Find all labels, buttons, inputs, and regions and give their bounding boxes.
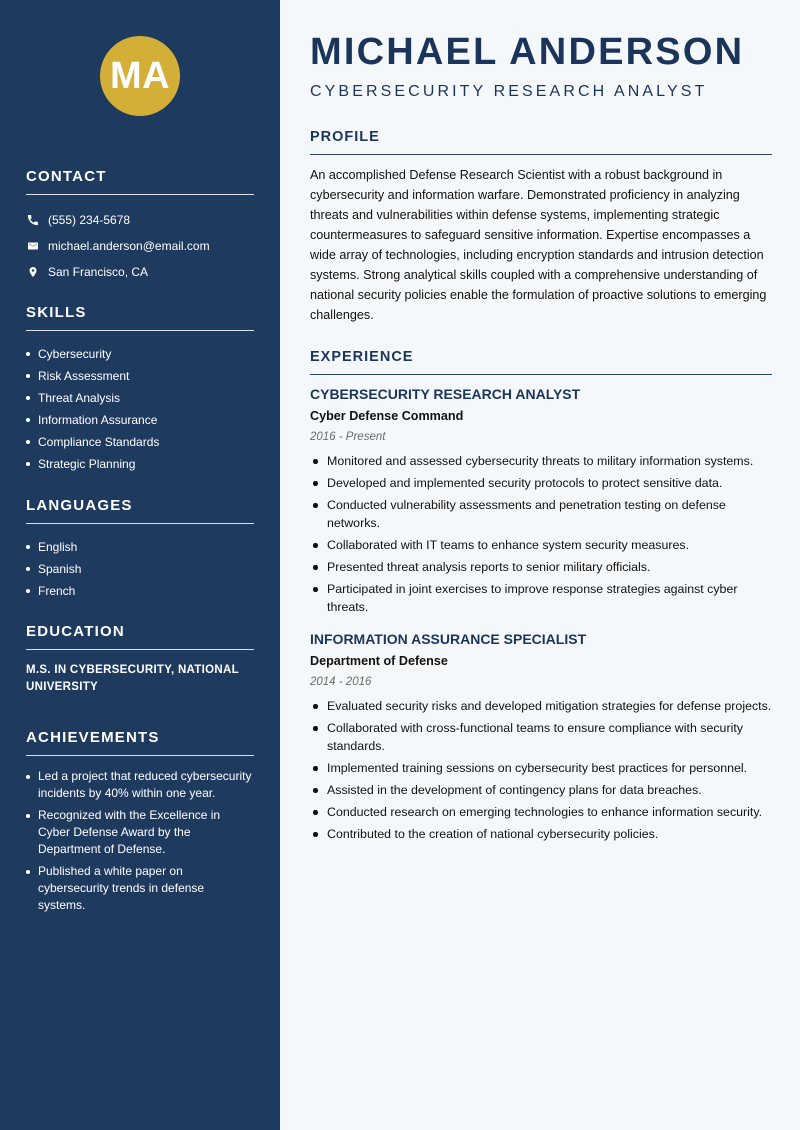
achievement-item: Led a project that reduced cybersecurity incidents by 40% within one year. — [26, 768, 254, 802]
language-item: English — [26, 536, 254, 558]
language-item: French — [26, 580, 254, 602]
location-icon — [26, 265, 40, 279]
achievement-item: Recognized with the Excellence in Cyber Defense Award by the Department of Defense. — [26, 807, 254, 858]
job-bullet: Conducted research on emerging technologies to enhance information security. — [310, 803, 772, 821]
job-bullet: Evaluated security risks and developed mitigation strategies for defense projects. — [310, 697, 772, 715]
job-company: Department of Defense — [310, 654, 448, 668]
job-bullet: Contributed to the creation of national cybersecurity policies. — [310, 825, 772, 843]
profile-text: An accomplished Defense Research Scientist with a robust background in cybersecurity and information warfare. Demonstrated proficiency in analyzing threats and vulnerabilities within defense systems, implementing strategic countermeasures to safeguard sensitive information. Expertise encompasses a wide array of technologies, including encryption standards and intrusion detection systems. Strong analytical skills coupled with a comprehensive understanding of national security policies enable the formulation of proactive solutions to emerging challenges. — [310, 168, 767, 322]
sidebar — [0, 0, 280, 1130]
experience-divider — [310, 374, 772, 375]
job-bullets — [310, 452, 772, 616]
achievements-divider — [26, 755, 254, 756]
person-name: MICHAEL ANDERSON — [310, 31, 745, 73]
job-company: Cyber Defense Command — [310, 409, 464, 423]
job-block — [310, 630, 772, 843]
profile-divider — [310, 154, 772, 155]
profile-section — [310, 128, 772, 325]
job-bullet: Implemented training sessions on cybersecurity best practices for personnel. — [310, 759, 772, 777]
skill-item: Risk Assessment — [26, 365, 254, 387]
skill-item: Information Assurance — [26, 409, 254, 431]
job-bullet: Developed and implemented security protocols to protect sensitive data. — [310, 474, 772, 492]
email-text[interactable]: michael.anderson@email.com — [48, 239, 210, 253]
phone-text[interactable]: (555) 234-5678 — [48, 213, 131, 227]
job-bullet: Presented threat analysis reports to senior military officials. — [310, 558, 772, 576]
achievements-title: ACHIEVEMENTS — [26, 729, 160, 746]
phone-icon — [26, 213, 40, 227]
job-bullet: Collaborated with IT teams to enhance system security measures. — [310, 536, 772, 554]
avatar-initials: MA — [109, 54, 171, 97]
avatar — [100, 36, 180, 116]
contact-section — [26, 168, 254, 285]
skill-item: Threat Analysis — [26, 387, 254, 409]
job-title: INFORMATION ASSURANCE SPECIALIST — [310, 631, 587, 647]
achievements-list — [26, 768, 254, 914]
skill-item: Strategic Planning — [26, 453, 254, 475]
person-title: CYBERSECURITY RESEARCH ANALYST — [310, 83, 708, 100]
job-bullet: Conducted vulnerability assessments and penetration testing on defense networks. — [310, 496, 772, 532]
skills-title: SKILLS — [26, 304, 87, 321]
achievements-section — [26, 729, 254, 919]
skill-item: Compliance Standards — [26, 431, 254, 453]
language-item: Spanish — [26, 558, 254, 580]
experience-section — [310, 348, 772, 847]
contact-email — [26, 233, 254, 259]
job-block — [310, 385, 772, 616]
job-bullets — [310, 697, 772, 843]
profile-title: PROFILE — [310, 129, 380, 145]
languages-title: LANGUAGES — [26, 497, 133, 514]
education-degree: M.S. IN CYBERSECURITY, NATIONAL UNIVERSITY — [26, 664, 239, 693]
job-title: CYBERSECURITY RESEARCH ANALYST — [310, 386, 581, 402]
education-title: EDUCATION — [26, 623, 125, 640]
languages-list — [26, 536, 254, 602]
location-text: San Francisco, CA — [48, 265, 149, 279]
job-bullet: Collaborated with cross-functional teams to ensure compliance with security standards. — [310, 719, 772, 755]
contact-phone — [26, 207, 254, 233]
education-section — [26, 623, 254, 696]
main-content — [280, 0, 800, 1130]
skill-item: Cybersecurity — [26, 343, 254, 365]
job-dates: 2016 - Present — [310, 431, 386, 443]
job-bullet: Participated in joint exercises to improve response strategies against cyber threats. — [310, 580, 772, 616]
contact-title: CONTACT — [26, 168, 107, 185]
contact-location — [26, 259, 254, 285]
languages-divider — [26, 523, 254, 524]
contact-divider — [26, 194, 254, 195]
job-bullet: Monitored and assessed cybersecurity threats to military information systems. — [310, 452, 772, 470]
skills-section — [26, 304, 254, 475]
skills-list — [26, 343, 254, 475]
job-bullet: Assisted in the development of contingency plans for data breaches. — [310, 781, 772, 799]
education-divider — [26, 649, 254, 650]
languages-section — [26, 497, 254, 602]
email-icon — [26, 239, 40, 253]
experience-title: EXPERIENCE — [310, 349, 414, 365]
job-dates: 2014 - 2016 — [310, 676, 372, 688]
skills-divider — [26, 330, 254, 331]
achievement-item: Published a white paper on cybersecurity trends in defense systems. — [26, 863, 254, 914]
